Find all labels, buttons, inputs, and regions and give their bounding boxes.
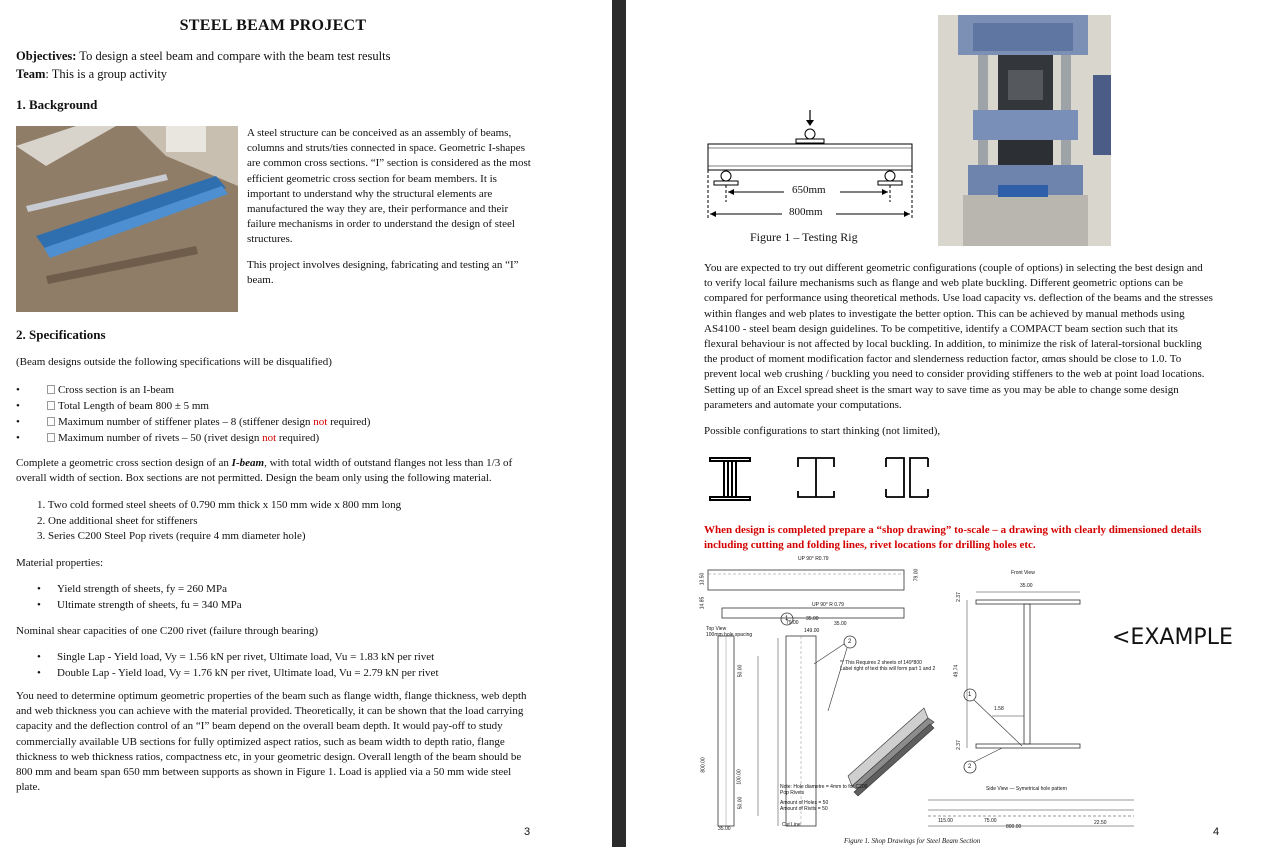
final-paragraph: You need to determine optimum geometric properties of the beam such as flange width, flange thickness, web depth and web thickness you can achieve with the material provided. Theoretically, it can be shown that the load carrying capacity and the deflection control of an “I” beam depend on the overall beam depth. It would pay-off to study commercially available UB sections for fully optimized aspect ratios, such as beam width to depth ratio, flange thickness to web thickness ratios, compactness etc, in your geometric design. Overall length of the beam should be 800 mm and beam span 650 mm between supports as shown in Figure 1. Load is applied via a 50 mm wide steel plate. bbox=[16, 690, 527, 794]
spec-list bbox=[16, 382, 576, 446]
objectives-text: To design a steel beam and compare with the beam test results bbox=[76, 49, 391, 63]
drawing-label: 79.00 bbox=[786, 620, 799, 626]
drawing-label: 35.00 bbox=[806, 616, 819, 622]
testing-machine-illustration bbox=[938, 15, 1111, 246]
drawing-label: 75.00 bbox=[984, 818, 997, 824]
beam-photo-illustration bbox=[16, 126, 238, 312]
page-3 bbox=[0, 0, 612, 847]
material-props-heading: Material properties: bbox=[16, 557, 104, 569]
shear-item: • Double Lap - Yield load, Vy = 1.76 kN per rivet, Ultimate load, Vu = 2.79 kN per rivet bbox=[37, 665, 577, 681]
checkbox-icon bbox=[47, 401, 55, 410]
team-text: : This is a group activity bbox=[45, 67, 168, 81]
page-number: 4 bbox=[1213, 826, 1220, 838]
material-prop-item: • Ultimate strength of sheets, fu = 340 MPa bbox=[37, 597, 557, 613]
objectives-line bbox=[16, 48, 576, 65]
drawing-label: 13.50 bbox=[699, 572, 706, 586]
material-props-list bbox=[37, 581, 557, 613]
spec-note: (Beam designs outside the following specifications will be disqualified) bbox=[16, 356, 332, 368]
left-support-icon bbox=[721, 171, 731, 181]
i-section-double-icon bbox=[710, 458, 750, 500]
drawing-label: Front View bbox=[1011, 570, 1035, 576]
drawing-label: 35.00 bbox=[718, 826, 731, 832]
objectives-label: Objectives: bbox=[16, 49, 77, 63]
drawing-label: Side View — Symetrical hole pattern bbox=[986, 786, 1068, 792]
section-background-heading: 1. Background bbox=[16, 97, 98, 112]
testing-machine-photo bbox=[938, 15, 1111, 246]
page-4 bbox=[626, 0, 1267, 847]
background-paragraph: A steel structure can be conceived as an assembly of beams, columns and struts/ties connected in space. Geometric I-shapes are common cross sections. “I” section is considered as the most efficient geometric cross section for beam members. It is important to understand why the structural elements are manufactured the way they are, their performance and their failure mechanisms in order to understand the design of steel structures. bbox=[247, 127, 531, 246]
checkbox-icon bbox=[47, 433, 55, 442]
drawing-note: ** This Requires 2 sheets of 149*800 bbox=[840, 660, 922, 666]
section-specifications-heading: 2. Specifications bbox=[16, 327, 106, 342]
right-support-icon bbox=[885, 171, 895, 181]
drawing-label: 50.00 bbox=[737, 664, 744, 678]
material-item: 1. Two cold formed steel sheets of 0.790 mm thick x 150 mm wide x 800 mm long bbox=[37, 499, 402, 511]
page-divider bbox=[612, 0, 626, 847]
drawing-label: 2.37 bbox=[955, 740, 962, 750]
shop-drawing-note: When design is completed prepare a “shop drawing” to-scale – a drawing with clearly dimensioned details including cutting and folding lines, rivet locations for drilling holes etc. bbox=[704, 524, 1202, 551]
callout-2b: 2 bbox=[968, 764, 972, 770]
drawing-note: Pop Rivets bbox=[780, 790, 805, 796]
drawing-label: 2.37 bbox=[955, 592, 962, 602]
spec-item: • Maximum number of rivets – 50 (rivet design not required) bbox=[16, 430, 576, 446]
materials-list bbox=[37, 498, 557, 545]
drawing-label: UP 90° R0.79 bbox=[798, 556, 829, 562]
drawing-label: Cut Line bbox=[782, 822, 801, 828]
callout-1b: 1 bbox=[968, 692, 972, 698]
configurations-diagram bbox=[708, 455, 938, 503]
dim-span-label: 650mm bbox=[792, 184, 826, 196]
team-label: Team bbox=[16, 67, 46, 81]
drawing-label: 35.00 bbox=[834, 621, 847, 627]
team-line bbox=[16, 66, 576, 83]
beam-photo bbox=[16, 126, 238, 312]
drawing-label: 35.00 bbox=[1020, 583, 1033, 589]
drawing-note: Amount of Rivits = 50 bbox=[780, 806, 828, 812]
spec-item: • Cross section is an I-beam bbox=[16, 382, 576, 398]
drawing-label: 49.74 bbox=[953, 664, 960, 678]
shear-heading: Nominal shear capacities of one C200 rivet (failure through bearing) bbox=[16, 625, 319, 637]
drawing-label: 100.00 bbox=[736, 769, 743, 785]
example-label: <EXAMPLE bbox=[1112, 625, 1233, 650]
design-paragraph: You are expected to try out different geometric configurations (couple of options) in selecting the best design and to verify local failure mechanisms such as flange and web plate buckling. Different geometric options can be compared for performance using theoretical methods. Use load capacity vs. deflection of the beams and the stresses within flanges and web plates to investigate the better option. This can be achieved by manual methods using AS4100 - steel beam design guidelines. To be competitive, identify a COMPACT beam section such that its flexural behaviour is not affected by local buckling. In addition, to minimize the risk of lateral-torsional buckling the product of moment modification factor and slenderness reduction factor, αmαs should be close to 1.0. To prevent local web crushing / buckling you need to consider providing stiffeners to the web at point load locations. Setting up of an Excel spread sheet is the smart way to save time as you may be able to change some design parameters and automate your computations. bbox=[704, 262, 1213, 411]
shop-drawing bbox=[699, 556, 1142, 836]
drawing-label: 1.58 bbox=[994, 706, 1004, 712]
shop-drawing-lines bbox=[702, 556, 1142, 836]
load-plate bbox=[796, 139, 824, 143]
shear-list bbox=[37, 649, 577, 681]
drawing-label: 149.00 bbox=[804, 628, 820, 634]
dim-length-label: 800mm bbox=[789, 206, 823, 218]
callout-2: 2 bbox=[848, 639, 852, 645]
cross-section-paragraph: Complete a geometric cross section design of an I-beam, with total width of outstand flanges not less than 1/3 of overall width of section. Box sections are not permitted. Design the beam only using the following material. bbox=[16, 457, 513, 485]
drawing-note: Amount of Holes = 50 bbox=[780, 800, 829, 806]
load-roller-icon bbox=[805, 129, 815, 139]
checkbox-icon bbox=[47, 417, 55, 426]
drawing-label: UP 90° R 0.79 bbox=[812, 602, 844, 608]
drawing-note: Note: Hole diametre = 4mm to for C200 bbox=[780, 784, 868, 790]
spec-item: • Maximum number of stiffener plates – 8 (stiffener design not required) bbox=[16, 414, 576, 430]
material-prop-item: • Yield strength of sheets, fy = 260 MPa bbox=[37, 581, 557, 597]
drawing-note: Label right of text this will form part 1 and 2 bbox=[840, 666, 936, 672]
drawing-label: 100mm hole spacing bbox=[706, 632, 753, 638]
channel-pair-icon bbox=[798, 458, 834, 497]
material-item: 2. One additional sheet for stiffeners bbox=[37, 514, 198, 527]
drawing-label: 50.00 bbox=[737, 796, 744, 810]
drawing-label: 14.85 bbox=[699, 596, 706, 610]
configurations-heading: Possible configurations to start thinking (not limited), bbox=[704, 425, 941, 437]
callout-1: 1 bbox=[785, 616, 789, 622]
page-number: 3 bbox=[524, 826, 531, 838]
load-arrowhead-icon bbox=[806, 120, 814, 126]
checkbox-icon bbox=[47, 385, 55, 394]
drawing-label: 22.50 bbox=[1094, 820, 1107, 826]
drawing-label: 79.00 bbox=[913, 568, 920, 582]
spec-item: • Total Length of beam 800 ± 5 mm bbox=[16, 398, 576, 414]
drawing-label: 800.00 bbox=[700, 757, 707, 773]
shear-item: • Single Lap - Yield load, Vy = 1.56 kN per rivet, Ultimate load, Vu = 1.83 kN per rivet bbox=[37, 649, 577, 665]
drawing-label: 115.00 bbox=[938, 818, 953, 824]
project-paragraph: This project involves designing, fabricating and testing an “I” beam. bbox=[247, 259, 519, 287]
document-title: STEEL BEAM PROJECT bbox=[179, 17, 367, 34]
material-item: 3. Series C200 Steel Pop rivets (require 4 mm diameter hole) bbox=[37, 530, 306, 542]
back-to-back-channel-icon bbox=[886, 458, 928, 497]
figure-caption-bottom: Figure 1. Shop Drawings for Steel Beam Section bbox=[844, 837, 981, 845]
figure1-caption: Figure 1 – Testing Rig bbox=[750, 230, 858, 244]
drawing-label: Top View bbox=[706, 626, 727, 632]
drawing-label: 800.00 bbox=[1006, 824, 1022, 830]
